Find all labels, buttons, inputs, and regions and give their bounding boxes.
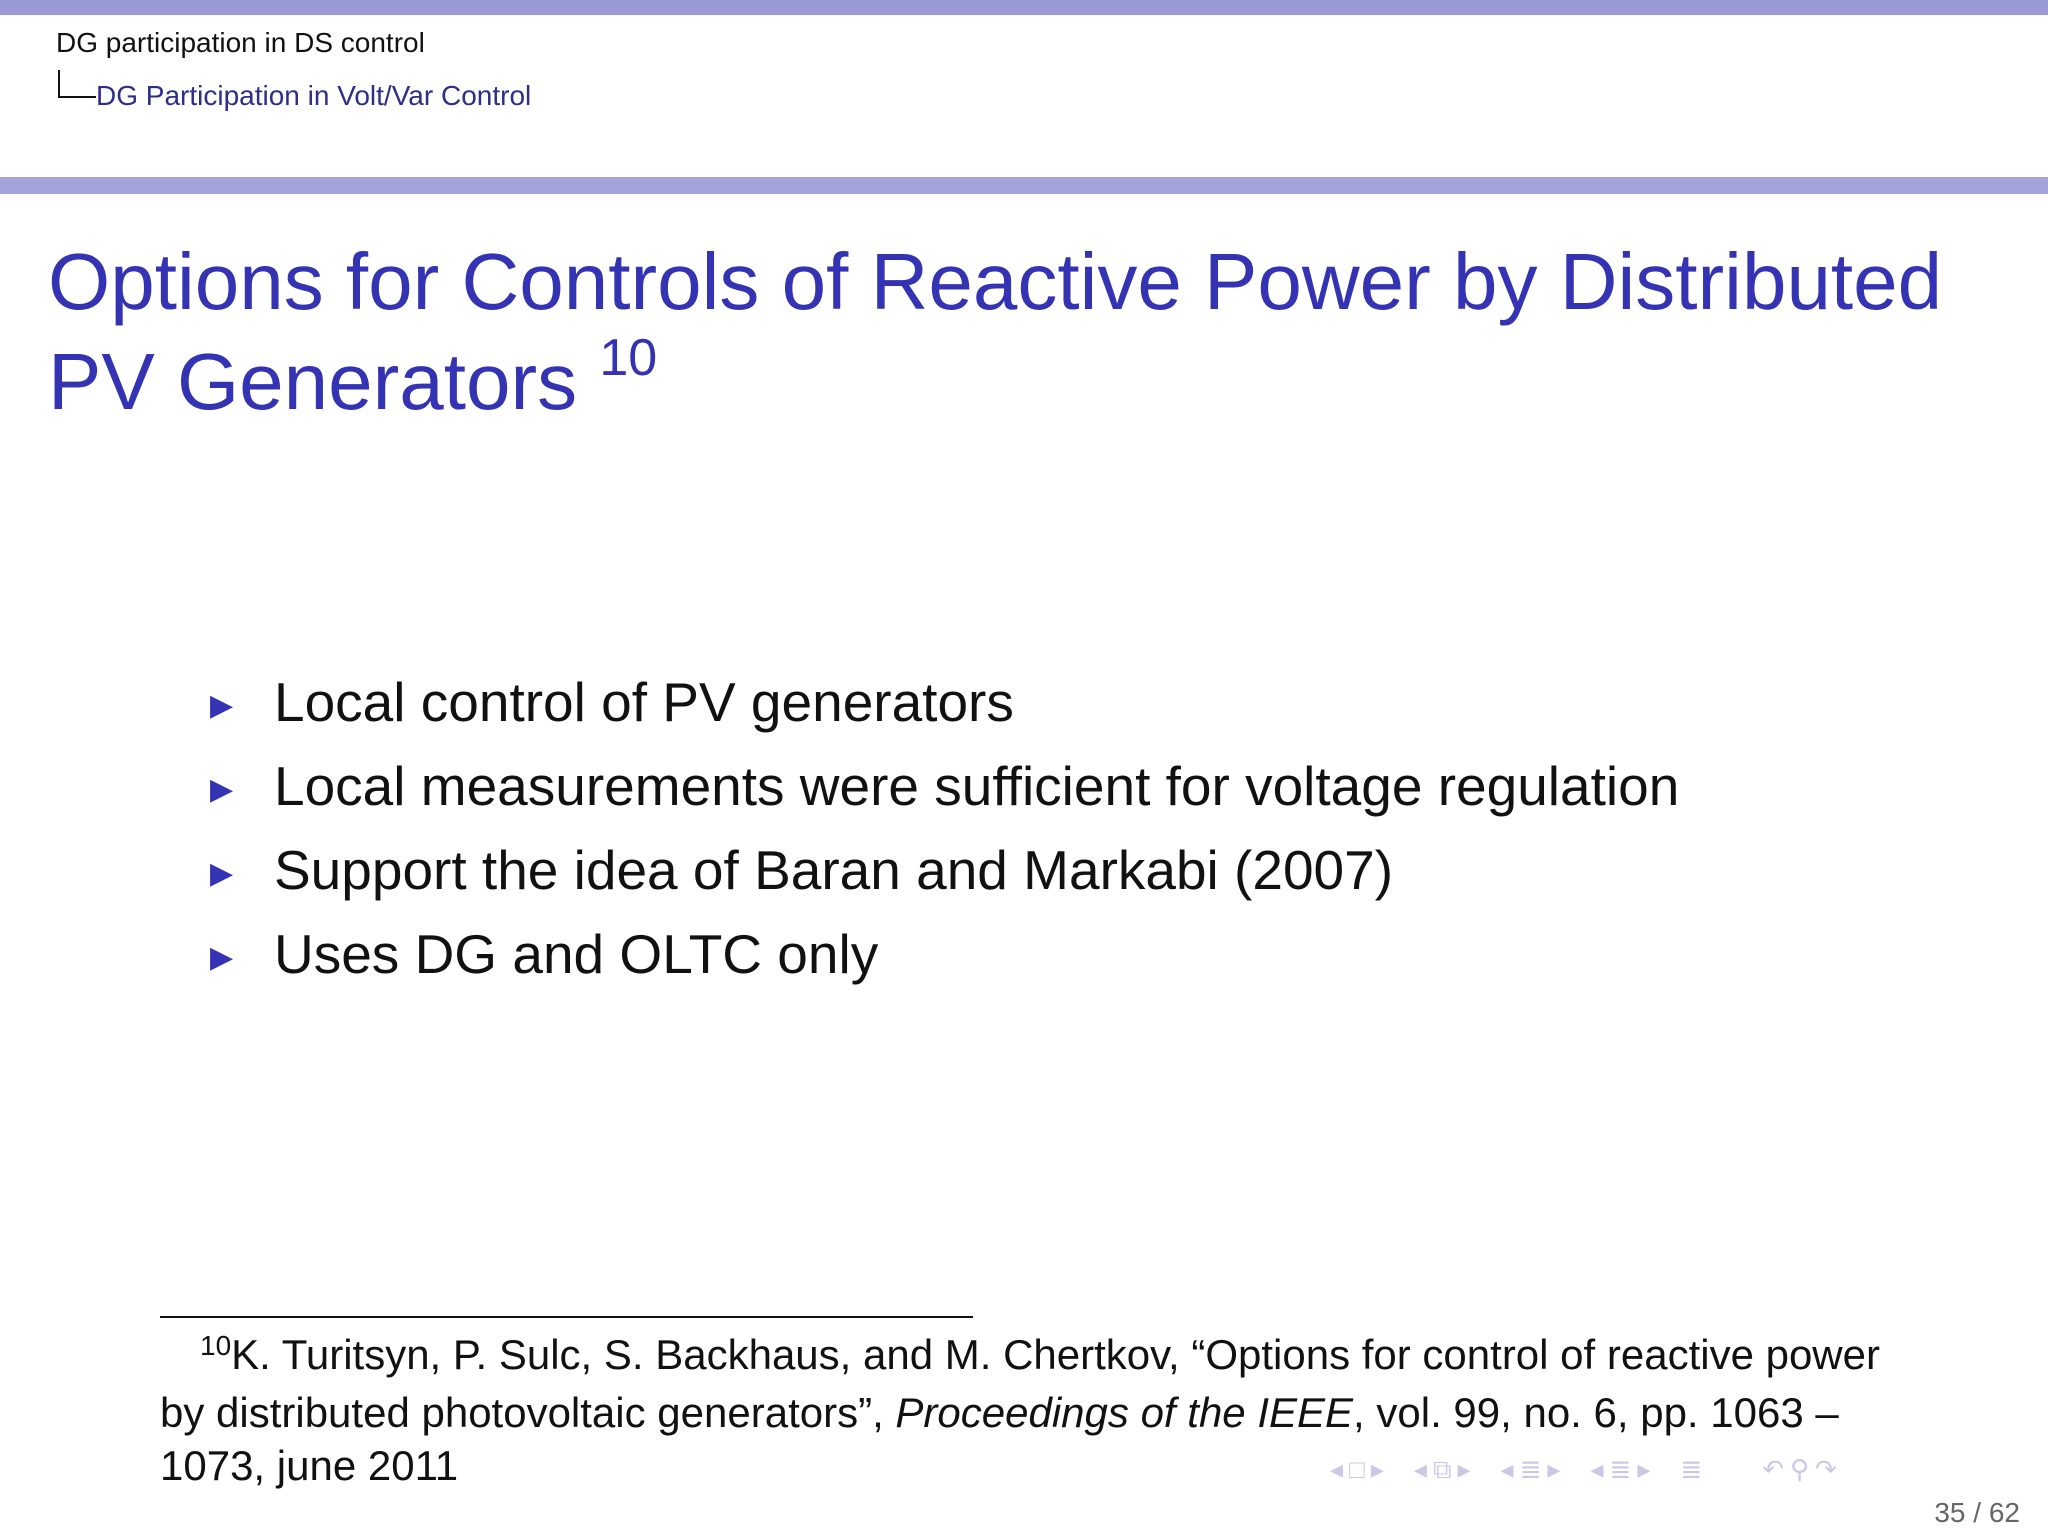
nav-prev-section-icon[interactable]: ◂ — [1500, 1454, 1514, 1484]
nav-next-subsection-icon[interactable]: ▸ — [1457, 1454, 1471, 1484]
bullet-text: Support the idea of Baran and Markabi (2007) — [274, 839, 1394, 901]
nav-subsection-icon[interactable]: ⧉ — [1432, 1454, 1452, 1484]
bullet-item — [210, 748, 1679, 832]
triangle-bullet-icon: ▶ — [210, 689, 234, 722]
top-header-bar — [0, 0, 2048, 15]
total-pages: 62 — [1988, 1497, 2020, 1528]
nav-frame-icon[interactable]: □ — [1349, 1454, 1365, 1484]
nav-part-icon[interactable]: ≣ — [1609, 1454, 1632, 1484]
nav-section-icon[interactable]: ≣ — [1519, 1454, 1542, 1484]
nav-prev-subsection-icon[interactable]: ◂ — [1413, 1454, 1427, 1484]
section-title[interactable]: DG participation in DS control — [56, 27, 425, 58]
nav-next-part-icon[interactable]: ▸ — [1637, 1454, 1651, 1484]
nav-undo-icon[interactable]: ↶ — [1762, 1454, 1784, 1484]
triangle-bullet-icon: ▶ — [210, 941, 234, 974]
triangle-bullet-icon: ▶ — [210, 857, 234, 890]
tree-connector — [58, 70, 96, 98]
bullet-text: Uses DG and OLTC only — [274, 923, 879, 985]
footnote-text-after: , vol. 99, no. 6, pp. 1063 –1073, june 2011 — [160, 1389, 1839, 1489]
triangle-bullet-icon: ▶ — [210, 773, 234, 806]
footnote-mark: 10 — [200, 1330, 232, 1361]
nav-redo-icon[interactable]: ↷ — [1815, 1454, 1837, 1484]
bullet-item — [210, 832, 1679, 916]
nav-search-icon[interactable]: ⚲ — [1789, 1454, 1810, 1484]
bullet-list — [210, 664, 1679, 1000]
footnote-journal: Proceedings of the IEEE — [895, 1389, 1354, 1436]
bullet-item — [210, 916, 1679, 1000]
bullet-text: Local measurements were sufficient for voltage regulation — [274, 755, 1680, 817]
nav-prev-part-icon[interactable]: ◂ — [1590, 1454, 1604, 1484]
beamer-navigation — [1330, 1454, 1843, 1494]
frame-title-text: Options for Controls of Reactive Power by Distributed PV Generators — [48, 237, 1943, 426]
frame-title — [48, 232, 2028, 442]
subsection-label[interactable]: DG Participation in Volt/Var Control — [96, 80, 532, 111]
nav-next-section-icon[interactable]: ▸ — [1547, 1454, 1561, 1484]
page-number: 35 / 62 — [1934, 1497, 2020, 1528]
title-footnote-mark[interactable]: 10 — [599, 329, 658, 387]
footnote-rule — [160, 1316, 973, 1318]
nav-prev-frame-icon[interactable]: ◂ — [1330, 1454, 1344, 1484]
header-divider-bar — [0, 177, 2048, 194]
nav-toc-icon[interactable]: ≣ — [1680, 1454, 1703, 1484]
footnote-text-before: K. Turitsyn, P. Sulc, S. Backhaus, and M. Chertkov, “Options for control of reactive power by distributed photovoltaic generators”, — [160, 1331, 1880, 1436]
nav-next-frame-icon[interactable]: ▸ — [1370, 1454, 1384, 1484]
current-page: 35 — [1934, 1497, 1966, 1528]
bullet-text: Local control of PV generators — [274, 671, 1014, 733]
bullet-item — [210, 664, 1679, 748]
